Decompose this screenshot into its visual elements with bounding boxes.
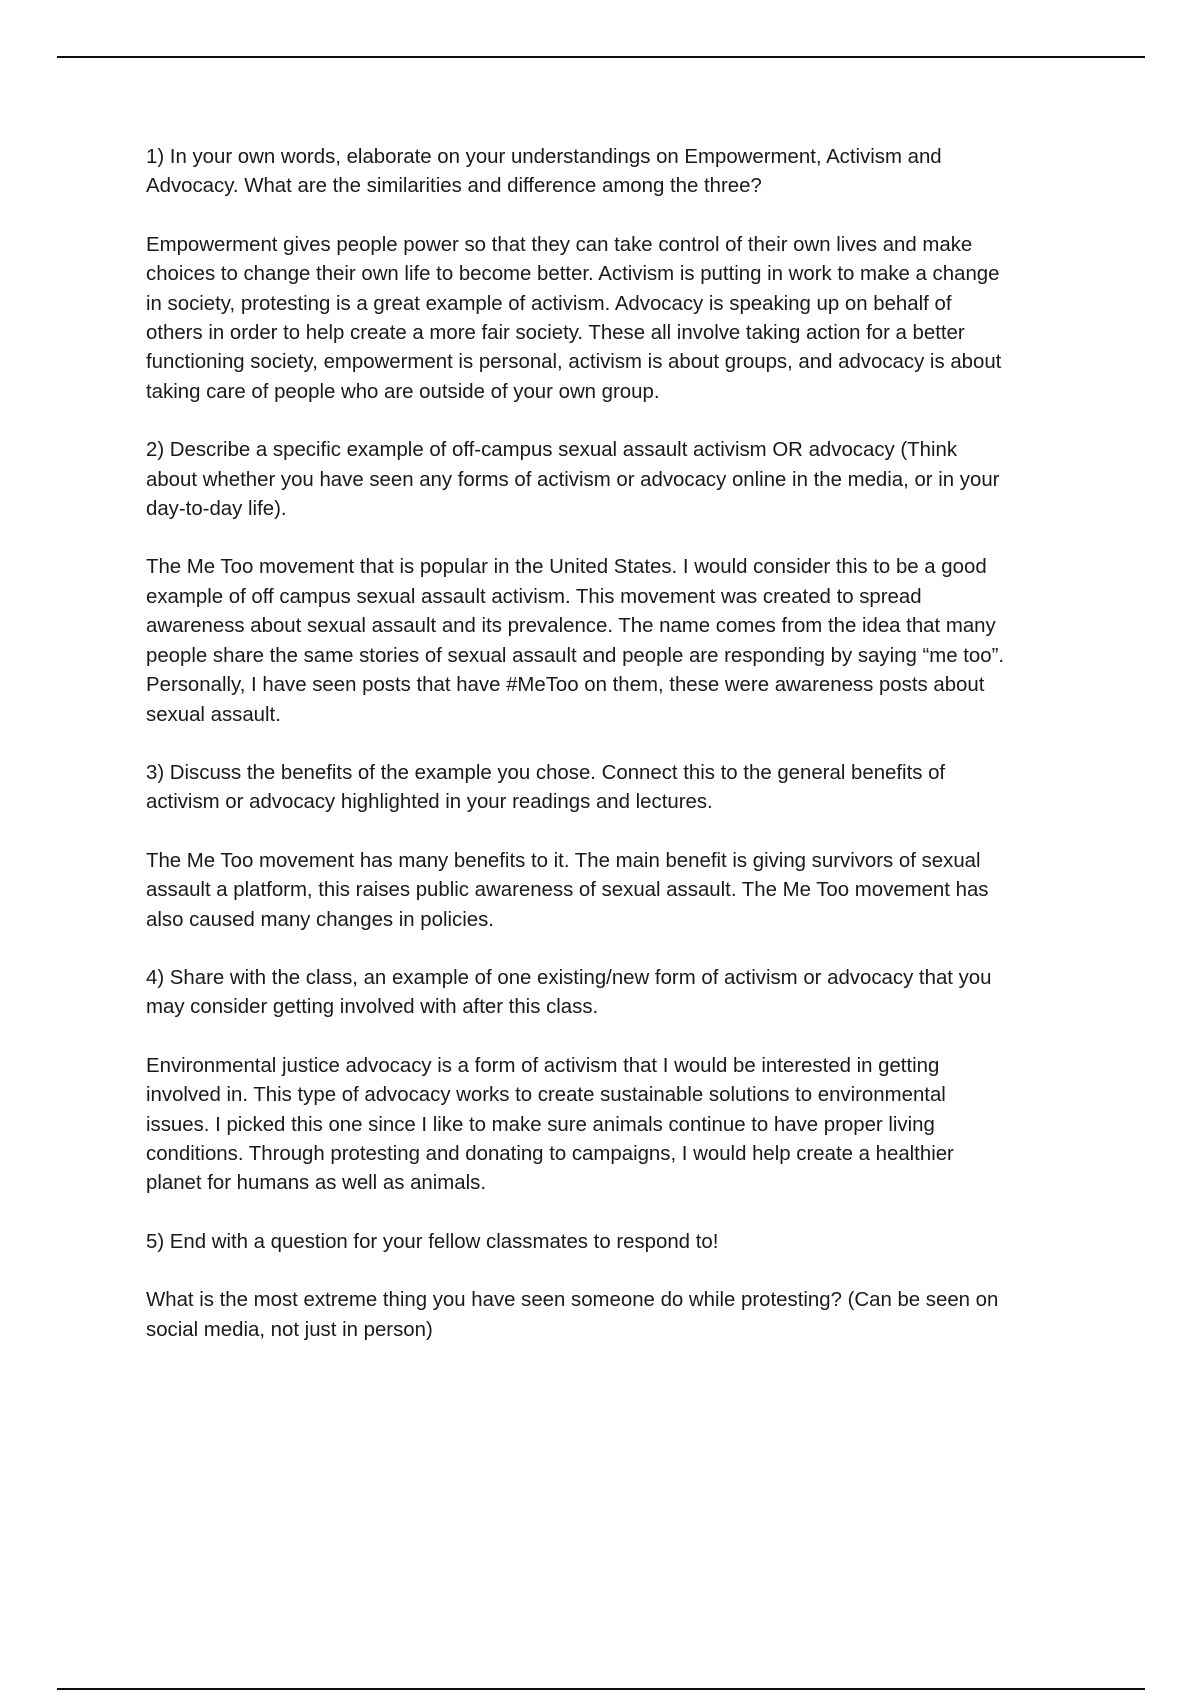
document-body [146,143,1086,1374]
answer-5: What is the most extreme thing you have seen someone do while protesting? (Can be seen on social media, not just in person) [146,1289,999,1341]
question-1: 1) In your own words, elaborate on your understandings on Empowerment, Activism and Advocacy. What are the similarities and difference among the three? [146,146,942,198]
question-2: 2) Describe a specific example of off-campus sexual assault activism OR advocacy (Think about whether you have seen any forms of activism or advocacy online in the media, or in your day-to-day life). [146,439,1000,521]
footer-rule [57,1688,1145,1690]
header-rule [57,56,1145,58]
question-3: 3) Discuss the benefits of the example you chose. Connect this to the general benefits of activism or advocacy highlighted in your readings and lectures. [146,761,946,814]
answer-4: Environmental justice advocacy is a form of activism that I would be interested in getting involved in. This type of advocacy works to create sustainable solutions to environmental issues. I picked this one since I like to make sure animals continue to have proper living conditions. Through protesting and donating to campaigns, I would help create a healthier planet for humans as well as animals. [146,1054,954,1195]
answer-3: The Me Too movement has many benefits to it. The main benefit is giving survivors of sexual assault a platform, this raises public awareness of sexual assault. The Me Too movement has also caused many changes in policies. [146,849,989,931]
answer-2: The Me Too movement that is popular in the United States. I would consider this to be a good example of off campus sexual assault activism. This movement was created to spread awareness about sexual assault and its prevalence. The name comes from the idea that many people share the same stories of sexual assault and people are responding by saying “me too”. Personally, I have seen posts that have #MeToo on them, these were awareness posts about sexual assault. [146,556,1005,726]
question-5: 5) End with a question for your fellow classmates to respond to! [146,1230,719,1253]
answer-1: Empowerment gives people power so that they can take control of their own lives and make choices to change their own life to become better. Activism is putting in work to make a change in society, protesting is a great example of activism. Advocacy is speaking up on behalf of others in order to help create a more fair society. These all involve taking action for a better functioning society, empowerment is personal, activism is about groups, and advocacy is about taking care of people who are outside of your own group. [146,233,1002,403]
question-4: 4) Share with the class, an example of one existing/new form of activism or advocacy that you may consider getting involved with after this class. [146,966,992,1019]
